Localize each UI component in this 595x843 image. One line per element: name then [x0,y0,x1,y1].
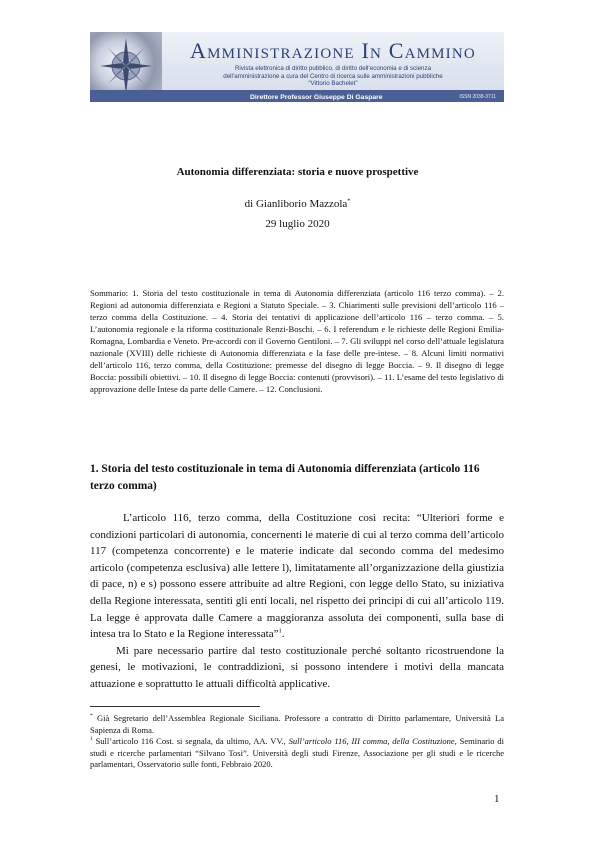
footnote-text: , Seminario di studi e ricerche parlamentari “Silvano Tosi”. Università degli studi Firenze, Associazione per gli studi e le ricerche parlamentari, Osservatorio sulle fonti, Febbraio 2020. [90,736,504,770]
footnote-text: Già Segretario dell’Assemblea Regionale Siciliana. Professore a contratto di Diritto parlamentare, Università La Sapienza di Roma. [90,713,504,735]
footnote-text: Sull’articolo 116 Cost. si segnala, da ultimo, AA. VV., [92,736,289,747]
journal-director: Direttore Professor Giuseppe Di Gaspare [250,93,383,101]
footnotes [90,713,504,771]
body-paragraph [90,510,504,643]
footnote-cited-title: Sull’articolo 116, III comma, della Costituzione [288,736,455,747]
paragraph-text: L’articolo 116, terzo comma, della Costituzione così recita: “Ulteriori forme e condizioni particolari di autonomia, concernenti le materie di cui al terzo comma dell’articolo 117 (competenza concorrente) e le materie indicate dal secondo comma del medesimo articolo (competenza esclusiva) alle lettere l), limitatamente all’organizzazione della giustizia di pace, n) e s) possono essere attribuite ad altre Regioni, con legge dello Stato, su iniziativa della Regione interessata, sentiti gli enti locali, nel rispetto dei principi di cui all’articolo 119. La legge è approvata dalle Camere a maggioranza assoluta dei componenti, sulla base di intesa tra lo Stato e la Regione interessata” [90,512,504,641]
banner-footer-bar [90,90,504,102]
journal-banner [90,32,504,102]
author-footnote-mark[interactable]: * [347,198,351,205]
article-summary: Sommario: 1. Storia del testo costituzionale in tema di Autonomia differenziata (articolo 116 terzo comma). – 2. Regioni ad autonomia differenziata e Regioni a Statuto Speciale. – 3. Chiarimenti sulle previsioni dell’articolo 116 – terzo comma della Costituzione. – 4. Storia dei tentativi di applicazione dell’articolo 116 – terzo comma. – 5. L’autonomia regionale e la riforma costituzionale Renzi-Boschi. – 6. I referendum e le richieste delle Regioni Emilia-Romagna, Lombardia e Veneto. Pre-accordi con il Governo Gentiloni. – 7. Gli sviluppi nel corso dell’attuale legislatura nazionale (XVIII) delle richieste di Autonomia differenziata e la fase delle pre-intese. – 8. Alcuni limiti normativi dell’articolo 116, terzo comma, della Costituzione: premesse del disegno di legge Boccia. – 9. Il disegno di legge Boccia: possibili obiettivi. – 10. Il disegno di legge Boccia: contenuti (provvisori). – 11. L’esame del testo legislativo di approvazione delle Intese da parte delle Camere. – 12. Conclusioni. [90,288,504,394]
footnote-author [90,713,504,736]
journal-title: Amministrazione In Cammino [190,38,476,63]
page-number: 1 [494,793,500,805]
article-title: Autonomia differenziata: storia e nuove prospettive [176,166,419,178]
article-author [0,198,595,210]
footnote-ref-1[interactable]: 1 [278,627,282,635]
journal-issn: ISSN 2038-3711 [459,94,496,100]
footnote-separator [90,706,260,707]
body-paragraph: Mi pare necessario partire dal testo costituzionale perché soltanto ricostruendone la genesi, le motivazioni, le contraddizioni, si possono intendere i motivi della mancata attuazione e soprattutto le attuali difficoltà applicative. [90,644,504,690]
article-date: 29 luglio 2020 [265,218,330,230]
journal-subtitle-line-2: dell’amministrazione a cura del Centro di ricerca sulle amministrazioni pubbliche [223,72,443,80]
article-body [90,510,504,693]
author-name: di Gianliborio Mazzola [244,198,348,210]
journal-subtitle-line-3: “Vittorio Bachelet” [308,80,358,87]
footnote-mark: * [90,713,93,720]
footnote-1 [90,736,504,771]
paragraph-end: . [281,628,285,641]
section-heading: 1. Storia del testo costituzionale in tema di Autonomia differenziata (articolo 116 terzo comma) [90,463,480,492]
journal-subtitle-line-1: Rivista elettronica di diritto pubblico, di diritto dell’economia e di scienza [234,65,432,72]
footnote-mark: 1 [90,736,93,743]
